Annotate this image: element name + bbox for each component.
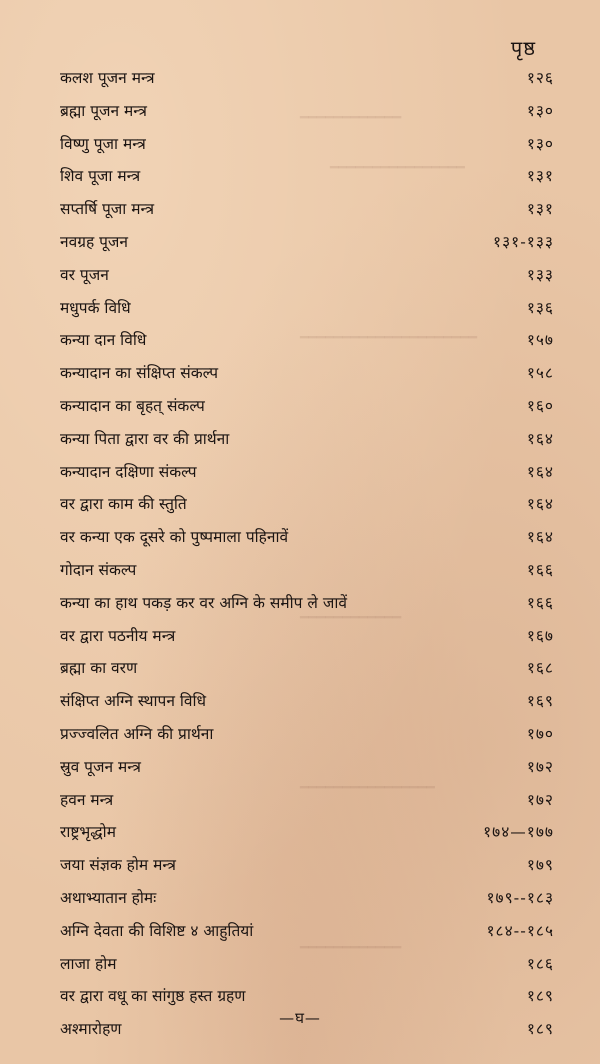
toc-entry-title: वर द्वारा पठनीय मन्त्र: [60, 626, 176, 645]
toc-entry-title: कन्यादान का बृहत् संकल्प: [60, 396, 205, 415]
toc-entry: [0, 427, 600, 460]
toc-entry: [0, 328, 600, 361]
table-of-contents: [0, 66, 600, 1050]
toc-entry-title: गोदान संकल्प: [60, 560, 137, 579]
toc-entry-title: लाजा होम: [60, 954, 117, 973]
toc-entry: [0, 525, 600, 558]
toc-entry-title: ब्रह्मा का वरण: [60, 659, 138, 678]
toc-entry-title: वर द्वारा वधू का सांगुष्ठ हस्त ग्रहण: [60, 987, 246, 1006]
toc-entry: [0, 722, 600, 755]
toc-entry: [0, 394, 600, 427]
toc-entry-title: कन्यादान का संक्षिप्त संकल्प: [60, 364, 219, 383]
toc-entry-page: १६७: [526, 626, 554, 645]
toc-entry-title: मधुपर्क विधि: [60, 298, 131, 317]
toc-entry-title: जया संज्ञक होम मन्त्र: [60, 856, 176, 875]
toc-entry: [0, 296, 600, 329]
toc-entry: [0, 820, 600, 853]
toc-entry: [0, 591, 600, 624]
toc-entry-page: १७९--१८३: [486, 888, 554, 907]
toc-entry: [0, 132, 600, 165]
toc-entry-page: १२६: [526, 69, 554, 87]
toc-entry-page: १३१-१३३: [493, 232, 554, 251]
toc-entry-title: नवग्रह पूजन: [60, 232, 129, 251]
toc-entry-title: ब्रह्मा पूजन मन्त्र: [60, 101, 147, 120]
toc-entry: [0, 558, 600, 591]
toc-entry: [0, 853, 600, 886]
toc-entry: [0, 952, 600, 985]
toc-entry-page: १६९: [526, 692, 554, 711]
toc-entry-title: विष्णु पूजा मन्त्र: [60, 134, 146, 153]
toc-entry: [0, 66, 600, 99]
toc-entry-page: १६०: [526, 396, 554, 415]
toc-entry: [0, 492, 600, 525]
toc-entry: [0, 164, 600, 197]
toc-entry-page: १६४: [526, 528, 554, 547]
toc-entry-page: १७२: [526, 757, 554, 776]
toc-entry-title: वर पूजन: [60, 265, 109, 284]
page-column-header: पृष्ठ: [510, 36, 536, 60]
toc-entry-title: कन्या दान विधि: [60, 331, 147, 350]
toc-entry: [0, 689, 600, 722]
toc-entry: [0, 624, 600, 657]
toc-entry: [0, 99, 600, 132]
toc-entry-title: वर कन्या एक दूसरे को पुष्पमाला पहिनावें: [60, 528, 289, 547]
toc-entry-title: अग्नि देवता की विशिष्ट ४ आहुतियां: [60, 921, 254, 940]
toc-entry-title: अथाभ्यातान होमः: [60, 888, 157, 907]
toc-entry-page: १८९: [526, 987, 554, 1006]
toc-entry-title: सप्तर्षि पूजा मन्त्र: [60, 200, 155, 219]
toc-entry-title: वर द्वारा काम की स्तुति: [60, 495, 187, 514]
toc-entry-title: कन्या पिता द्वारा वर की प्रार्थना: [60, 429, 230, 448]
toc-entry-title: संक्षिप्त अग्नि स्थापन विधि: [60, 692, 207, 711]
toc-entry: [0, 230, 600, 263]
toc-entry-page: १७९: [526, 856, 554, 875]
toc-entry: [0, 919, 600, 952]
toc-entry-page: १६८: [526, 659, 554, 678]
toc-entry-page: १८९: [526, 1020, 554, 1039]
toc-entry-title: प्रज्ज्वलित अग्नि की प्रार्थना: [60, 724, 214, 743]
toc-entry-title: स्रुव पूजन मन्त्र: [60, 757, 141, 776]
toc-entry-title: कन्या का हाथ पकड़ कर वर अग्नि के समीप ले जावें: [60, 593, 347, 612]
toc-entry: [0, 788, 600, 821]
toc-entry: [0, 361, 600, 394]
toc-entry-title: शिव पूजा मन्त्र: [60, 167, 141, 186]
toc-entry-page: १६४: [526, 429, 554, 448]
toc-entry-page: १६४: [526, 462, 554, 481]
toc-entry-page: १३६: [526, 298, 554, 317]
toc-entry-page: १३१: [526, 167, 554, 186]
toc-entry-page: १६६: [526, 560, 554, 579]
toc-entry: [0, 460, 600, 493]
toc-entry-title: कलश पूजन मन्त्र: [60, 69, 155, 87]
toc-entry-page: १३३: [526, 265, 554, 284]
page-marker: —घ—: [279, 1009, 321, 1027]
toc-entry-page: १३०: [526, 134, 554, 153]
toc-entry-page: १७४—१७७: [483, 823, 554, 842]
toc-entry-page: १३१: [526, 200, 554, 219]
toc-entry-page: १६४: [526, 495, 554, 514]
toc-entry: [0, 656, 600, 689]
toc-entry-page: १७२: [526, 790, 554, 809]
toc-entry-page: १८६: [526, 954, 554, 973]
toc-entry-title: हवन मन्त्र: [60, 790, 114, 809]
book-page: ━━━━━━━━━━━━ ━━━━━━━━━━━━━━━━ ━━━━━━━━━━━━━━━━━━━━━ ━━━━━━━━━━━━ ━━━━━━━━━━━━━━━━ ━━━━━━━━━━━━ पृष्ठ कलश पूजन मन्त्र १२६ ब्रह्मा पूजन मन्त्र १३० विष्णु पूजा मन्त्र १३० शिव पूजा मन्त्र १३१ सप्तर्षि पूजा मन्त्र १३१ नवग्रह पूजन १३१-१३३ वर पूजन १३३ मधुपर्क विधि १३६ कन्या दान विधि १५७ कन्यादान का संक्षिप्त संकल्प १५८ कन्यादान का बृहत् संकल्प १६० कन्या पिता द्वारा वर की प्रार्थना १६४ कन्यादान दक्षिणा संकल्प १६४ वर द्वारा काम की स्तुति १६४ वर कन्या एक दूसरे को पुष्पमाला पहिनावें १६४ गोदान संकल्प १६६ कन्या का हाथ पकड़ कर वर अग्नि के समीप ले जावें १६६ वर द्वारा पठनीय मन्त्र १६७ ब्रह्मा का वरण १६८ संक्षिप्त अग्नि स्थापन विधि १६९ प्रज्ज्वलित अग्नि की प्रार्थना १७० स्रुव पूजन मन्त्र १७२ हवन मन्त्र १७२ राष्ट्रभृद्धोम १७४—१७७ जया संज्ञक होम मन्त्र १७९ अथाभ्यातान होमः १७९--१८३ अग्नि देवता की विशिष्ट ४ आहुतियां १८४--१८५ लाजा होम १८६ वर द्वारा वधू का सांगुष्ठ हस्त ग्रहण १८९ अश्मारोहण १८९ —घ—: [0, 0, 600, 1064]
toc-entry-title: कन्यादान दक्षिणा संकल्प: [60, 462, 197, 481]
toc-entry-page: १५८: [526, 364, 554, 383]
toc-entry-title: अश्मारोहण: [60, 1020, 122, 1039]
toc-entry-page: १८४--१८५: [486, 921, 554, 940]
toc-entry: [0, 263, 600, 296]
toc-entry-title: राष्ट्रभृद्धोम: [60, 823, 116, 842]
toc-entry-page: १७०: [526, 724, 554, 743]
toc-entry: [0, 886, 600, 919]
toc-entry: [0, 197, 600, 230]
toc-entry: [0, 755, 600, 788]
toc-entry-page: १५७: [526, 331, 554, 350]
toc-entry-page: १६६: [526, 593, 554, 612]
toc-entry-page: १३०: [526, 101, 554, 120]
